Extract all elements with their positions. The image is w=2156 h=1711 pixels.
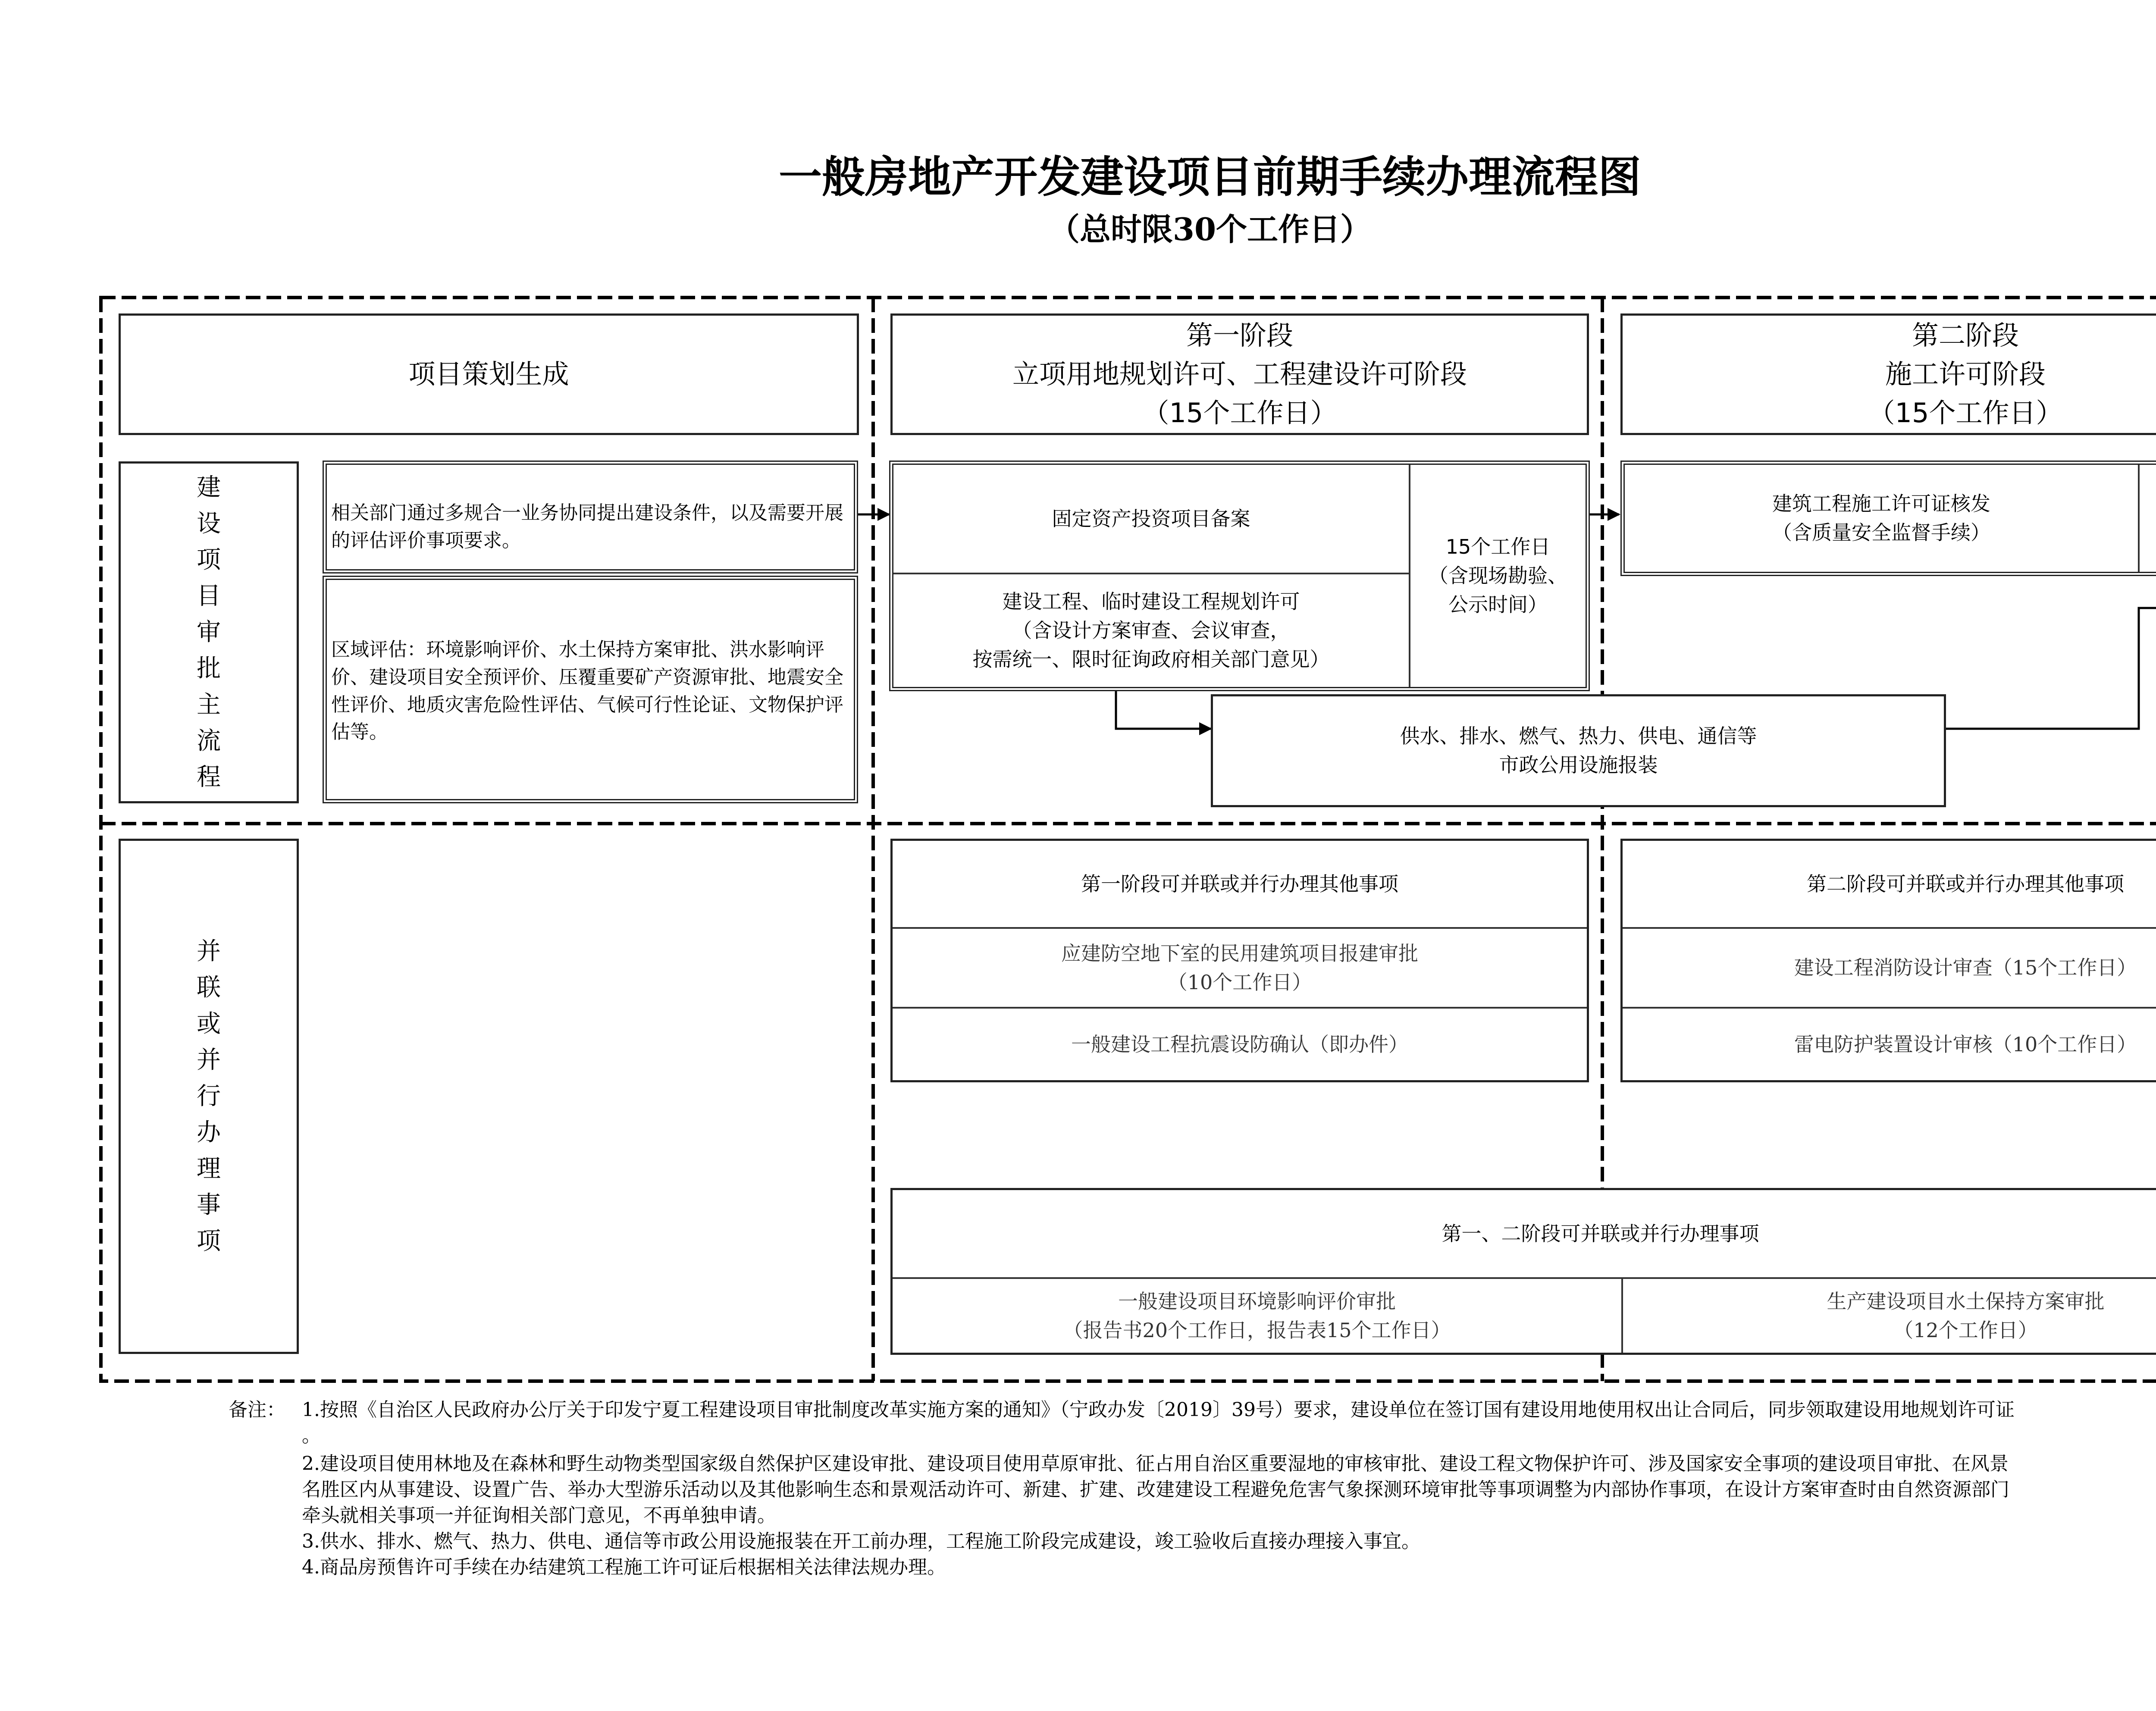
construction-permit-title: 建筑工程施工许可证核发 [1772,492,1990,516]
fire-design-review: 建设工程消防设计审查（15个工作日） [1794,956,2137,980]
planning-header-text: 项目策划生成 [408,358,569,390]
main-flow-label-text: 建设项目审批主流程 [197,473,221,791]
stage1-time: （15个工作日） [1142,397,1337,429]
lightning-protection-review: 雷电防护装置设计审核（10个工作日） [1794,1032,2137,1056]
stage1-time-note1: （含现场勘验、 [1429,564,1567,588]
environmental-impact-approval: 一般建设项目环境影响评价审批 [1118,1289,1396,1313]
construction-permit-note: （含质量安全监督手续） [1772,521,1990,544]
page-title: 一般房地产开发建设项目前期手续办理流程图 [779,151,1641,202]
stage1-parallel-header-text: 第一阶段可并联或并行办理其他事项 [1081,872,1398,896]
soil-water-conservation-approval: 生产建设项目水土保持方案审批 [1827,1289,2105,1313]
seismic-confirmation: 一般建设工程抗震设防确认（即办件） [1071,1032,1408,1056]
utilities-line1: 供水、排水、燃气、热力、供电、通信等 [1400,724,1757,748]
note-1: 1.按照《自治区人民政府办公厅关于印发宁夏工程建设项目审批制度改革实施方案的通知》（宁政办发〔2019〕39号）要求，建设单位在签订国有建设用地使用权出让合同后，同步领取建设用地规划许可证 [302,1399,2015,1421]
environmental-impact-time: （报告书20个工作日，报告表15个工作日） [1063,1318,1451,1342]
stage1-desc: 立项用地规划许可、工程建设许可阶段 [1012,358,1467,390]
stage1-time-days: 15个工作日 [1445,535,1551,559]
utilities-line2: 市政公用设施报装 [1499,753,1658,777]
page-subtitle: （总时限30个工作日） [1048,211,1372,248]
both-stages-parallel-header-text: 第一、二阶段可并联或并行办理事项 [1442,1222,1759,1245]
stage1-time-note2: 公示时间） [1448,592,1548,616]
soil-water-conservation-time: （12个工作日） [1893,1318,2038,1342]
note-4: 4.商品房预售许可手续在办结建筑工程施工许可证后根据相关法律法规办理。 [302,1556,946,1578]
note-2-continued-1: 名胜区内从事建设、设置广告、举办大型游乐活动以及其他影响生态和景观活动许可、新建、扩建、改建建设工程避免危害气象探测环境审批等事项调整为内部协作事项，在设计方案审查时由自然资源部门 [302,1479,2009,1501]
planning-permit-note2: 按需统一、限时征询政府相关部门意见） [972,647,1330,671]
notes-label: 备注： [229,1399,285,1421]
note-2: 2.建设项目使用林地及在森林和野生动物类型国家级自然保护区建设审批、建设项目使用草原审批、征占用自治区重要湿地的审核审批、建设工程文物保护许可、涉及国家安全事项的建设项目审批、在风景 [302,1453,2009,1475]
civil-defense-time: （10个工作日） [1167,970,1312,994]
stage2-desc: 施工许可阶段 [1885,358,2046,390]
stage2-time: （15个工作日） [1868,397,2063,429]
stage2-parallel-header-text: 第二阶段可并联或并行办理其他事项 [1807,872,2124,896]
note-1-continued: 。 [302,1425,321,1447]
civil-defense-approval: 应建防空地下室的民用建筑项目报建审批 [1061,941,1418,965]
stage1-name: 第一阶段 [1186,320,1293,351]
note-3: 3.供水、排水、燃气、热力、供电、通信等市政公用设施报装在开工前办理，工程施工阶段完成建设，竣工验收后直接办理接入事宜。 [302,1530,1420,1552]
planning-permit-note1: （含设计方案审查、会议审查， [1012,619,1290,642]
stage2-name: 第二阶段 [1912,320,2019,351]
parallel-label-text: 并联或并行办理事项 [197,937,221,1255]
regional-evaluation-text: 区域评估：环境影响评价、水土保持方案审批、洪水影响评价、建设项目安全预评价、压覆重要矿产资源审批、地震安全性评价、地质灾害危险性评估、气候可行性论证、文物保护评估等。 [331,639,843,743]
note-2-continued-2: 牵头就相关事项一并征询相关部门意见，不再单独申请。 [302,1504,776,1526]
planning-permit-title: 建设工程、临时建设工程规划许可 [1002,590,1300,614]
investment-filing-text: 固定资产投资项目备案 [1052,507,1250,530]
building-conditions-text: 相关部门通过多规合一业务协同提出建设条件，以及需要开展的评估评价事项要求。 [331,502,843,552]
